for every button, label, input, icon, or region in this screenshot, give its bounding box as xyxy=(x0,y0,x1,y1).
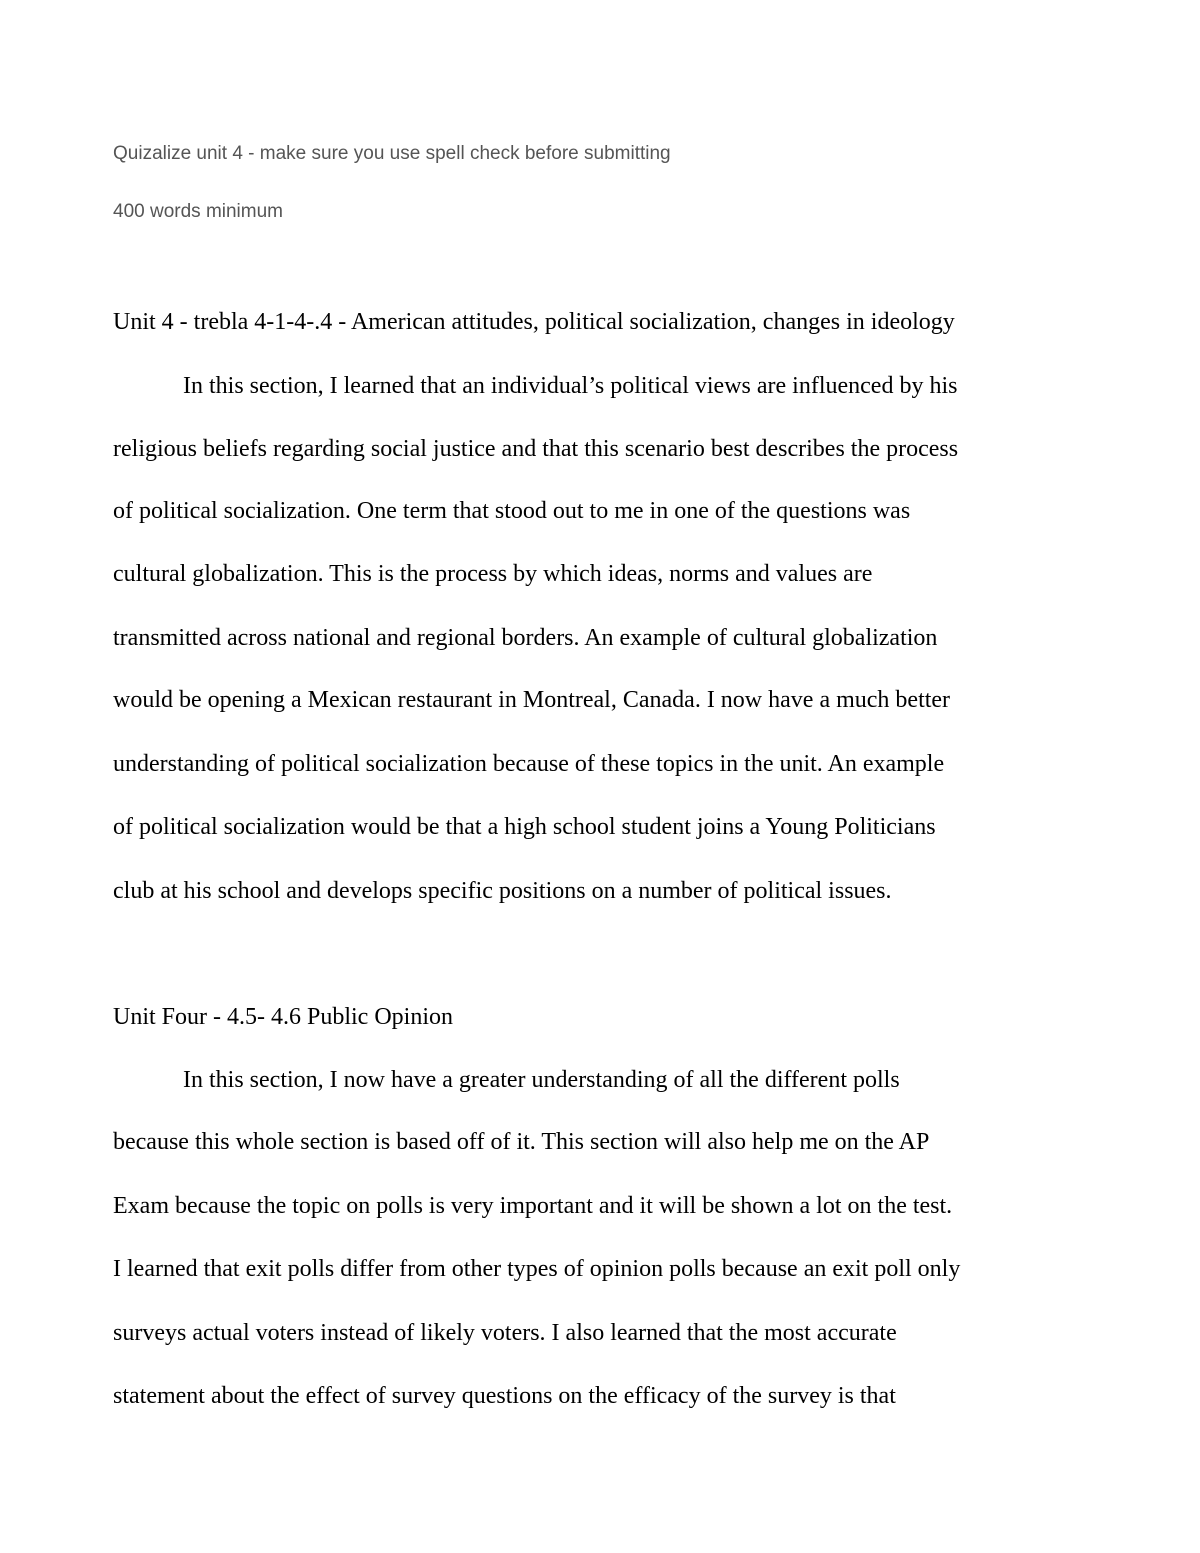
section1-line-1: In this section, I learned that an individual’s political views are influenced by his xyxy=(183,373,958,399)
section1-line-4: cultural globalization. This is the process by which ideas, norms and values are xyxy=(113,561,873,587)
section1-line-2: religious beliefs regarding social justice and that this scenario best describes the process xyxy=(113,436,959,462)
section1-line-5: transmitted across national and regional borders. An example of cultural globalization xyxy=(113,625,938,651)
section1-line-9: club at his school and develops specific positions on a number of political issues. xyxy=(113,878,892,904)
section2-line-5: surveys actual voters instead of likely voters. I also learned that the most accurate xyxy=(113,1320,897,1346)
section2-line-3: Exam because the topic on polls is very important and it will be shown a lot on the test. xyxy=(113,1193,953,1219)
section2-line-6: statement about the effect of survey questions on the efficacy of the survey is that xyxy=(113,1383,896,1409)
section1-line-8: of political socialization would be that a high school student joins a Young Politicians xyxy=(113,814,936,840)
section1-heading: Unit 4 - trebla 4-1-4-.4 - American attitudes, political socialization, changes in ideology xyxy=(113,309,955,335)
section2-line-4: I learned that exit polls differ from other types of opinion polls because an exit poll only xyxy=(113,1256,961,1282)
section2-heading: Unit Four - 4.5- 4.6 Public Opinion xyxy=(113,1004,453,1030)
instruction-word-count: 400 words minimum xyxy=(113,201,283,222)
section1-line-6: would be opening a Mexican restaurant in Montreal, Canada. I now have a much better xyxy=(113,687,951,713)
section1-line-7: understanding of political socialization because of these topics in the unit. An example xyxy=(113,751,945,777)
section2-line-2: because this whole section is based off of it. This section will also help me on the AP xyxy=(113,1129,930,1155)
instruction-spell-check: Quizalize unit 4 - make sure you use spell check before submitting xyxy=(113,143,671,164)
section2-line-1: In this section, I now have a greater understanding of all the different polls xyxy=(183,1067,900,1093)
section1-line-3: of political socialization. One term that stood out to me in one of the questions was xyxy=(113,498,911,524)
